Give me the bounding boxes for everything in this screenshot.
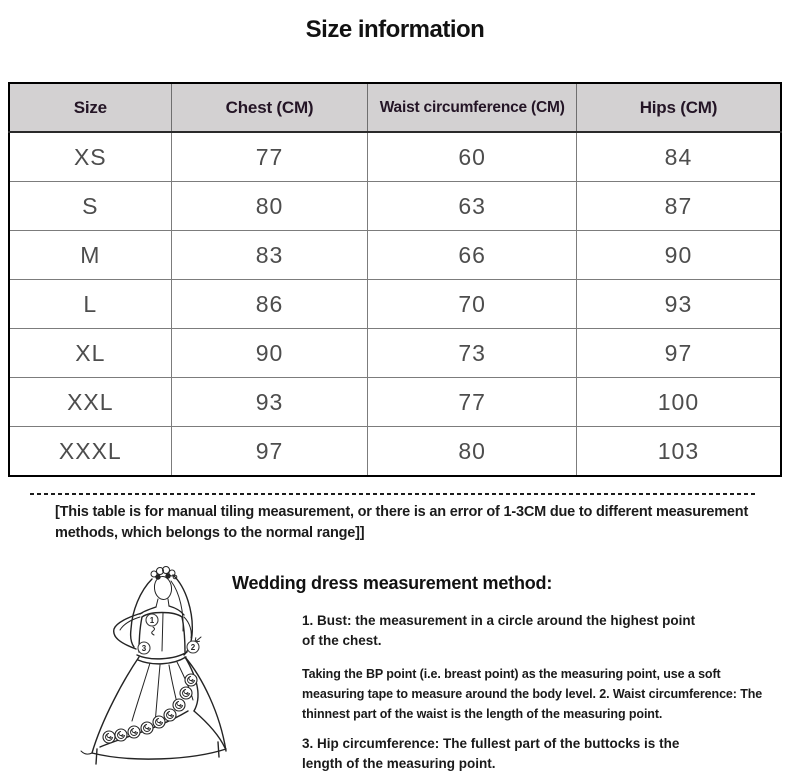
column-header-size: Size bbox=[9, 83, 171, 132]
hair-flowers bbox=[151, 567, 177, 580]
size-chart-table bbox=[8, 82, 782, 477]
waist-cell: 77 bbox=[368, 378, 576, 427]
column-header-hips: Hips (CM) bbox=[576, 83, 781, 132]
hips-cell: 93 bbox=[576, 280, 781, 329]
chest-cell: 80 bbox=[171, 182, 368, 231]
dashed-divider bbox=[30, 493, 758, 495]
svg-text:1: 1 bbox=[149, 616, 155, 626]
table-row bbox=[9, 132, 781, 182]
size-cell: L bbox=[9, 280, 171, 329]
hips-cell: 103 bbox=[576, 427, 781, 477]
measurement-note: [This table is for manual tiling measurement, or there is an error of 1-3CM due to different measurement methods, which belongs to the normal range]] bbox=[55, 504, 749, 542]
chest-cell: 83 bbox=[171, 231, 368, 280]
measurement-method-section bbox=[0, 561, 790, 773]
size-cell: XXL bbox=[9, 378, 171, 427]
rose-garland bbox=[103, 674, 197, 743]
right-arm-line bbox=[184, 617, 191, 638]
neck-lines bbox=[156, 599, 169, 607]
svg-text:3: 3 bbox=[141, 644, 147, 654]
hip-instruction: 3. Hip circumference: The fullest part of the buttocks is the length of the measuring point. bbox=[302, 736, 680, 771]
veil-right-inner-line bbox=[171, 581, 183, 631]
waist-cell: 70 bbox=[368, 280, 576, 329]
hips-cell: 100 bbox=[576, 378, 781, 427]
size-cell: M bbox=[9, 231, 171, 280]
svg-text:2: 2 bbox=[190, 643, 196, 653]
hips-cell: 84 bbox=[576, 132, 781, 182]
chest-cell: 86 bbox=[171, 280, 368, 329]
table-header-row bbox=[9, 83, 781, 132]
chest-cell: 93 bbox=[171, 378, 368, 427]
measurement-method-heading: Wedding dress measurement method: bbox=[232, 573, 553, 594]
wedding-dress-sketch bbox=[62, 561, 232, 768]
measurement-instructions bbox=[232, 561, 777, 773]
waist-cell: 73 bbox=[368, 329, 576, 378]
bodice-right-edge bbox=[182, 617, 185, 652]
skirt-left-edge bbox=[92, 657, 139, 753]
column-header-waist: Waist circumference (CM) bbox=[368, 83, 576, 132]
bodice-fold-line bbox=[162, 613, 163, 651]
chest-cell: 97 bbox=[171, 427, 368, 477]
waist-cell: 80 bbox=[368, 427, 576, 477]
table-row bbox=[9, 427, 781, 477]
column-header-chest: Chest (CM) bbox=[171, 83, 368, 132]
wedding-dress-illustration-icon bbox=[62, 561, 232, 768]
table-row bbox=[9, 378, 781, 427]
skirt-right-edge bbox=[185, 657, 226, 751]
page-title: Size information bbox=[305, 16, 485, 43]
bust-marker bbox=[146, 614, 158, 626]
table-row bbox=[9, 329, 781, 378]
hips-cell: 87 bbox=[576, 182, 781, 231]
size-cell: XL bbox=[9, 329, 171, 378]
chest-cell: 77 bbox=[171, 132, 368, 182]
table-row bbox=[9, 280, 781, 329]
floor-ticks bbox=[96, 742, 219, 764]
left-arm bbox=[114, 613, 142, 649]
waist-instruction: Taking the BP point (i.e. breast point) as the measuring point, use a soft measuring tape to measure around the body level. 2. Waist circumference: The thinnest part of the waist is the length of the measuring point. bbox=[302, 667, 763, 722]
table-row bbox=[9, 231, 781, 280]
bust-squiggle bbox=[152, 627, 155, 635]
size-cell: S bbox=[9, 182, 171, 231]
waist-cell: 63 bbox=[368, 182, 576, 231]
left-arm-inner bbox=[120, 617, 140, 630]
head bbox=[153, 576, 172, 601]
chest-cell: 90 bbox=[171, 329, 368, 378]
size-cell: XS bbox=[9, 132, 171, 182]
hem-left-curl bbox=[81, 751, 92, 754]
waist-cell: 66 bbox=[368, 231, 576, 280]
size-cell: XXXL bbox=[9, 427, 171, 477]
outer-hem bbox=[92, 749, 226, 759]
overskirt-hem bbox=[194, 711, 225, 748]
waist-marker bbox=[187, 641, 199, 653]
hips-cell: 90 bbox=[576, 231, 781, 280]
shoulder-lines bbox=[140, 606, 184, 615]
bust-instruction: 1. Bust: the measurement in a circle around the highest point of the chest. bbox=[302, 613, 696, 648]
hips-cell: 97 bbox=[576, 329, 781, 378]
hip-marker bbox=[138, 642, 150, 654]
table-row bbox=[9, 182, 781, 231]
waist-cell: 60 bbox=[368, 132, 576, 182]
